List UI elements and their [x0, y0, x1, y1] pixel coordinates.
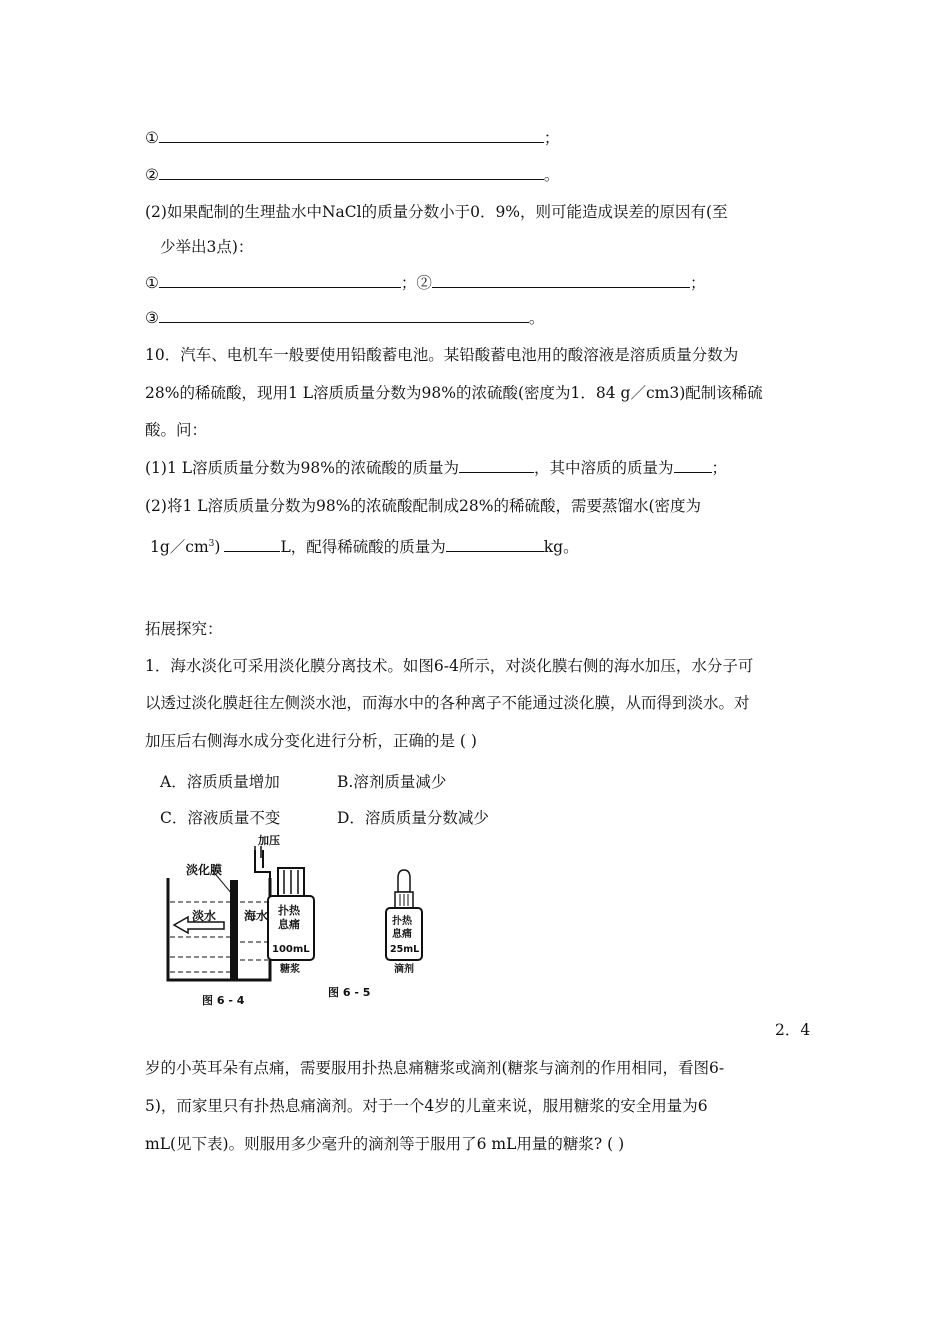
- ext-q1-line-3: 加压后右侧海水成分变化进行分析，正确的是 ( ): [145, 732, 477, 750]
- figure-6-5: [262, 860, 442, 1010]
- drops-label-2: 息痛: [392, 929, 412, 940]
- syrup-name: 糖浆: [280, 964, 300, 975]
- option-d[interactable]: D．溶质质量分数减少: [337, 809, 489, 827]
- q9-part2-continuation: 少举出3点)：: [160, 238, 254, 256]
- answer-blank[interactable]: [674, 458, 712, 473]
- q10-sub2-cont: [150, 534, 579, 557]
- option-b[interactable]: B.溶剂质量减少: [337, 773, 447, 791]
- q10-sub2: (2)将1 L溶质质量分数为98%的浓硫酸配制成28%的稀硫酸，需要蒸馏水(密度为: [145, 497, 701, 515]
- fig64-fresh-label: 淡水: [192, 909, 217, 923]
- section-heading: 拓展探究：: [145, 620, 223, 638]
- answer-blank[interactable]: [432, 273, 690, 288]
- punct: ；: [689, 274, 706, 292]
- q9-blank-line-1: [145, 128, 559, 148]
- q9-reasons-line-2: [145, 308, 544, 328]
- punct: ): [214, 538, 221, 557]
- answer-blank[interactable]: [159, 165, 544, 180]
- fig64-pressure-label: 加压: [258, 834, 280, 847]
- q10-sub1-text-2: ，其中溶质的质量为: [534, 459, 674, 477]
- superscript: 3: [208, 539, 215, 549]
- syrup-volume: 100mL: [272, 944, 310, 955]
- answer-blank[interactable]: [459, 458, 534, 473]
- punct: 。: [543, 166, 560, 184]
- punct: 。: [528, 309, 545, 327]
- reason-marker-1: ①: [145, 274, 159, 292]
- q10-sub2-text: L，配得稀硫酸的质量为: [280, 538, 446, 557]
- ext-q1-line-2: 以透过淡化膜赶往左侧淡水池，而海水中的各种离子不能通过淡化膜，从而得到淡水。对: [145, 694, 750, 712]
- syrup-label-2: 息痛: [278, 918, 300, 931]
- q10-sub1: [145, 458, 727, 478]
- ext-q1-line-1: 1．海水淡化可采用淡化膜分离技术。如图6-4所示，对淡化膜右侧的海水加压，水分子可: [145, 657, 754, 675]
- ext-q2-number: 2．4: [775, 1021, 811, 1039]
- punct: ；: [711, 459, 728, 477]
- drops-label-1: 扑热: [392, 916, 412, 927]
- q9-part2-text: (2)如果配制的生理盐水中NaCl的质量分数小于0．9%，则可能造成误差的原因有(至: [145, 203, 728, 221]
- q10-line-1: 10．汽车、电机车一般要使用铅酸蓄电池。某铅酸蓄电池用的酸溶液是溶质质量分数为: [145, 346, 739, 364]
- density-unit: 1g／cm: [150, 538, 209, 557]
- q10-sub1-text: (1)1 L溶质质量分数为98%的浓硫酸的质量为: [145, 459, 459, 477]
- q10-line-2: 28%的稀硫酸，现用1 L溶质质量分数为98%的浓硫酸(密度为1．84 g／cm3)配制该稀硫: [145, 384, 763, 402]
- answer-blank[interactable]: [159, 308, 529, 323]
- ext-q2-line-2: 5)，而家里只有扑热息痛滴剂。对于一个4岁的儿童来说，服用糖浆的安全用量为6: [145, 1097, 708, 1115]
- q9-marker-2: ②: [145, 166, 159, 184]
- q10-line-3: 酸。问：: [145, 421, 208, 439]
- answer-blank[interactable]: [446, 537, 544, 552]
- q9-blank-line-2: [145, 165, 559, 185]
- q9-reasons-line-1: [145, 273, 705, 293]
- reason-marker-3: ③: [145, 309, 159, 327]
- answer-blank[interactable]: [159, 128, 544, 143]
- option-a[interactable]: A．溶质质量增加: [160, 773, 280, 791]
- answer-blank[interactable]: [224, 537, 280, 552]
- q9-marker-1: ①: [145, 129, 159, 147]
- syrup-label-1: 扑热: [278, 904, 300, 917]
- drops-name: 滴剂: [394, 964, 414, 975]
- fig64-caption: 图 6 - 4: [202, 994, 245, 1007]
- answer-blank[interactable]: [159, 273, 401, 288]
- punct: ；: [543, 129, 560, 147]
- option-c[interactable]: C．溶液质量不变: [160, 809, 281, 827]
- fig65-caption: 图 6 - 5: [328, 986, 371, 999]
- ext-q2-line-1: 岁的小英耳朵有点痛，需要服用扑热息痛糖浆或滴剂(糖浆与滴剂的作用相同，看图6-: [145, 1059, 725, 1077]
- ext-q2-line-3: mL(见下表)。则服用多少毫升的滴剂等于服用了6 mL用量的糖浆? ( ): [145, 1135, 625, 1153]
- unit: kg。: [543, 538, 579, 557]
- reason-marker-2: ②: [416, 274, 432, 292]
- fig64-sea-label: 海水: [244, 909, 269, 923]
- punct: ；: [400, 274, 417, 292]
- fig64-membrane-label: 淡化膜: [186, 863, 223, 877]
- drops-volume: 25mL: [390, 944, 420, 955]
